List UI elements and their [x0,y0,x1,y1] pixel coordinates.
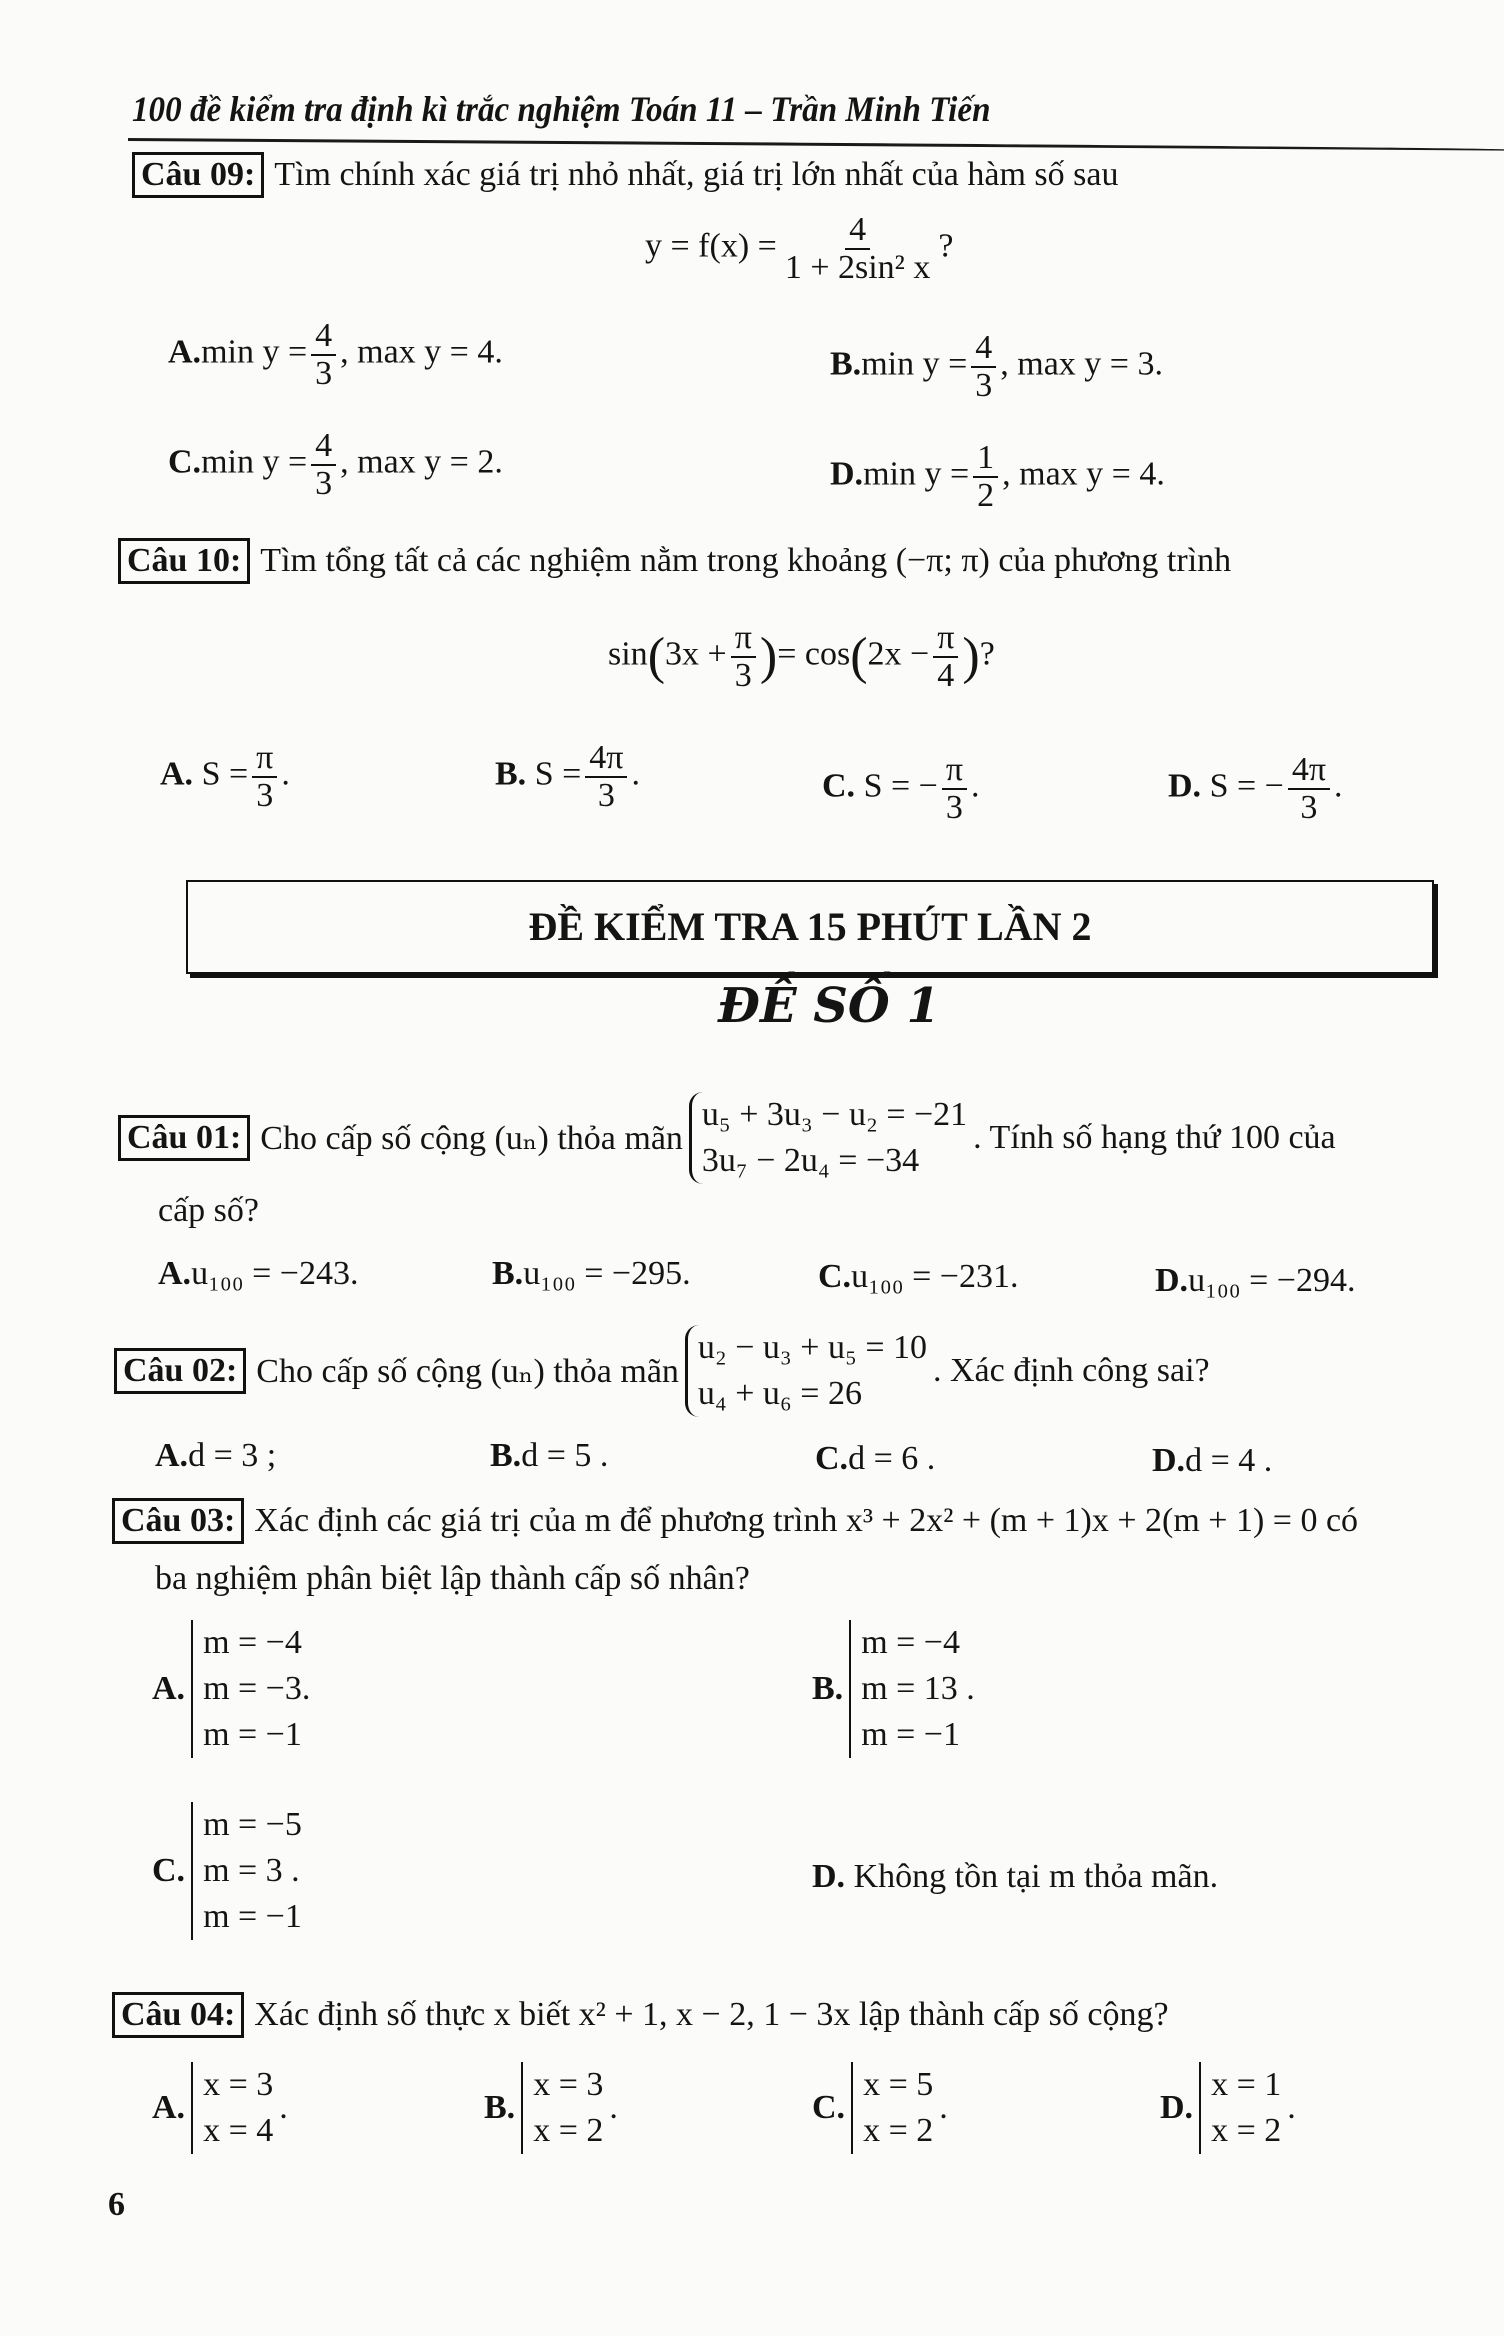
q09-option-d[interactable]: D.min y = $\frac{1}{2}$ , max y = 4. [830,439,1165,514]
section-subtitle: ĐỀ SỐ 1 [718,978,940,1034]
section-banner: ĐỀ KIỂM TRA 15 PHÚT LẦN 2 [186,880,1434,974]
header-rule [128,138,1504,151]
question-text: Xác định số thực x biết x² + 1, x − 2, 1 − 3x lập thành cấp số cộng? [254,1996,1169,2033]
question-10 [118,538,1231,584]
q10-option-a[interactable]: A. S = $\frac{\pi}{3}$ . [160,739,290,814]
equation-system: u₅ + 3u₃ − u₂ = −21 3u₇ − 2u₄ = −34 [689,1092,967,1184]
fraction: $\frac{4}{\text{1 + 2sin² x}}$ [784,211,931,286]
q10-option-b[interactable]: B. S = $\frac{4\pi}{3}$ . [495,739,640,814]
q03-option-a[interactable]: A. m = −4 m = −3. m = −1 [152,1620,316,1758]
question-text: Tìm tổng tất cả các nghiệm nằm trong khoảng [260,542,888,579]
q04-option-a[interactable]: A. x = 3 x = 4 . [152,2062,288,2154]
question-label: Câu 03: [112,1498,244,1544]
interval: (−π; π) [895,542,990,579]
question-text: Xác định các giá trị của m để phương trình x³ + 2x² + (m + 1)x + 2(m + 1) = 0 có [254,1502,1359,1539]
q04-option-c[interactable]: C. x = 5 x = 2 . [812,2062,948,2154]
question-text-3: cấp số? [158,1192,260,1229]
question-text: Tìm chính xác giá trị nhỏ nhất, giá trị lớn nhất của hàm số sau [274,156,1119,193]
q02-option-a[interactable]: A.d = 3 ; [155,1437,277,1474]
question-text-2: . Tính số hạng thứ 100 của [973,1118,1336,1156]
q03-option-b[interactable]: B. m = −4 m = 13 . m = −1 [812,1620,981,1758]
formula-tail: ? [938,227,954,265]
q10-option-c[interactable]: C. S = − $\frac{\pi}{3}$ . [822,751,980,826]
question-09 [132,152,1118,198]
question-01 [118,1092,1336,1184]
question-label: Câu 10: [118,538,250,584]
q01-option-a[interactable]: A.u₁₀₀ = −243. [158,1255,359,1292]
q09-formula [645,212,953,285]
question-text: Cho cấp số cộng (uₙ) thỏa mãn [260,1119,683,1157]
q02-option-c[interactable]: C.d = 6 . [815,1440,936,1477]
question-03 [112,1498,1358,1544]
question-02 [114,1325,1210,1417]
formula-lhs: y = f(x) = [645,227,777,265]
q10-option-d[interactable]: D. S = − $\frac{4\pi}{3}$ . [1168,751,1343,826]
q04-option-d[interactable]: D. x = 1 x = 2 . [1160,2062,1296,2154]
q03-option-d[interactable]: D. Không tồn tại m thỏa mãn. [812,1858,1219,1895]
question-text-2: . Xác định công sai? [933,1351,1210,1389]
question-text-2: của phương trình [998,542,1232,579]
question-text: Cho cấp số cộng (uₙ) thỏa mãn [256,1352,679,1390]
q10-formula: sin(3x + $\frac{\pi}{3}$ )= cos(2x − $\frac{\pi}{4}$ )? [608,619,995,694]
question-04 [112,1992,1169,2038]
q01-option-b[interactable]: B.u₁₀₀ = −295. [492,1255,691,1292]
q09-option-c[interactable]: C.min y = $\frac{4}{3}$ , max y = 2. [168,427,503,502]
running-header: 100 đề kiểm tra định kì trắc nghiệm Toán 11 – Trần Minh Tiến [132,89,991,129]
question-label: Câu 09: [132,152,264,198]
question-label: Câu 02: [114,1348,246,1394]
question-label: Câu 01: [118,1115,250,1161]
q02-option-b[interactable]: B.d = 5 . [490,1437,609,1474]
page-number: 6 [108,2186,125,2223]
q09-option-b[interactable]: B.min y = $\frac{4}{3}$ , max y = 3. [830,329,1163,404]
q01-option-d[interactable]: D.u₁₀₀ = −294. [1155,1262,1356,1299]
question-label: Câu 04: [112,1992,244,2038]
q01-option-c[interactable]: C.u₁₀₀ = −231. [818,1258,1019,1295]
question-text-2: ba nghiệm phân biệt lập thành cấp số nhân? [155,1560,750,1597]
equation-system: u₂ − u₃ + u₅ = 10 u₄ + u₆ = 26 [685,1325,927,1417]
q09-option-a[interactable]: A.min y = $\frac{4}{3}$ , max y = 4. [168,317,503,392]
q03-option-c[interactable]: C. m = −5 m = 3 . m = −1 [152,1802,308,1940]
q04-option-b[interactable]: B. x = 3 x = 2 . [484,2062,618,2154]
q02-option-d[interactable]: D.d = 4 . [1152,1442,1273,1479]
